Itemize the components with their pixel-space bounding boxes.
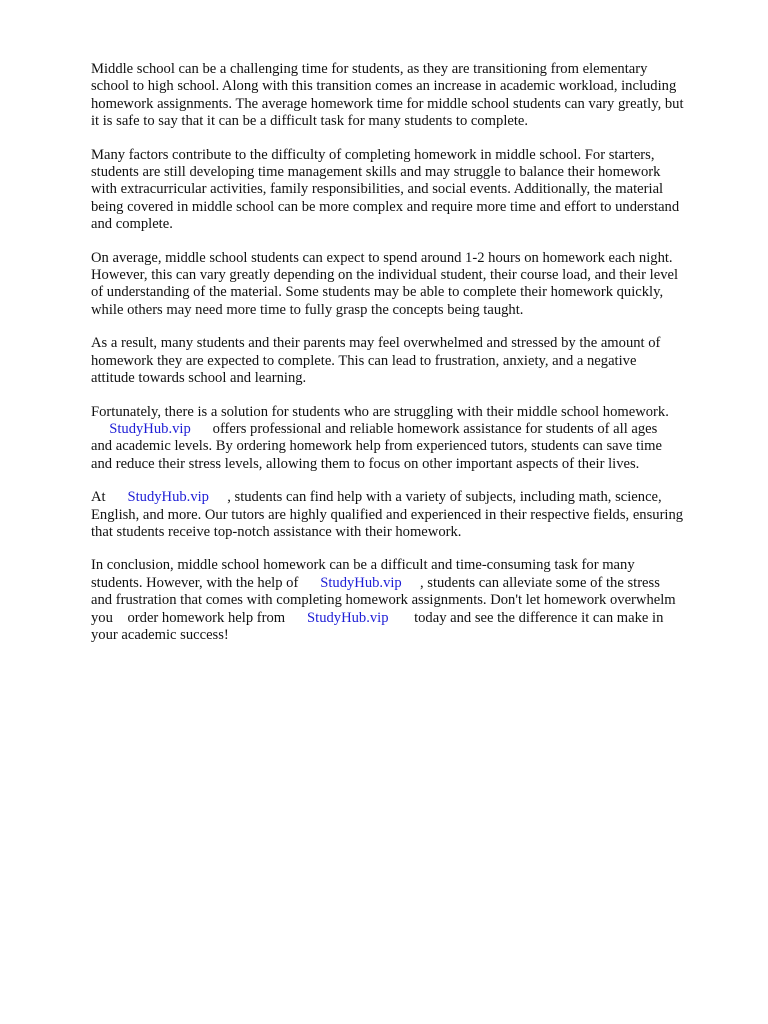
text-segment: today and see the difference it can make in [388, 609, 664, 626]
text-line: English, and more. Our tutors are highly qualified and experienced in their respective fields, ensuring [91, 506, 684, 523]
text-line: On average, middle school students can expect to spend around 1-2 hours on homework each night. [91, 249, 673, 266]
text-line: and complete. [91, 216, 173, 233]
document-page [91, 61, 731, 660]
text-line [91, 610, 731, 627]
text-segment: At [91, 489, 128, 506]
paragraph-stress [91, 335, 731, 387]
text-segment [91, 421, 109, 437]
text-line: and academic levels. By ordering homework help from experienced tutors, students can save time [91, 438, 662, 455]
text-line: attitude towards school and learning. [91, 370, 307, 387]
text-line: of understanding of the material. Some students may be able to complete their homework quickly, [91, 284, 664, 301]
text-segment: students. However, with the help of [91, 574, 321, 591]
paragraph-subjects [91, 489, 731, 541]
text-line: and frustration that comes with completing homework assignments. Don't let homework overwhelm [91, 592, 676, 609]
studyhub-link[interactable]: StudyHub.vip [307, 609, 389, 626]
text-line: your academic success! [91, 626, 229, 643]
paragraph-solution [91, 404, 731, 474]
text-line: while others may need more time to fully grasp the concepts being taught. [91, 301, 524, 318]
paragraph-factors [91, 147, 731, 234]
studyhub-link[interactable]: StudyHub.vip [127, 489, 209, 506]
text-line: Many factors contribute to the difficulty of completing homework in middle school. For starters, [91, 146, 655, 163]
studyhub-link[interactable]: StudyHub.vip [109, 420, 191, 437]
text-line: with extracurricular activities, family responsibilities, and social events. Additionally, the material [91, 181, 664, 198]
text-segment: , students can find help with a variety of subjects, including math, science, [208, 489, 662, 506]
text-line: homework assignments. The average homework time for middle school students can vary greatly, but [91, 95, 684, 112]
text-line: school to high school. Along with this transition comes an increase in academic workload, including [91, 78, 677, 95]
text-line: However, this can vary greatly depending on the individual student, their course load, and their level [91, 267, 679, 284]
text-line [91, 421, 731, 438]
text-line: being covered in middle school can be more complex and require more time and effort to understand [91, 198, 680, 215]
text-segment: , students can alleviate some of the stress [401, 574, 660, 591]
text-line: In conclusion, middle school homework can be a difficult and time-consuming task for many [91, 557, 635, 574]
text-line: Fortunately, there is a solution for students who are struggling with their middle school homework. [91, 403, 669, 420]
paragraph-conclusion [91, 557, 731, 644]
text-line: Middle school can be a challenging time for students, as they are transitioning from elementary [91, 61, 648, 77]
text-line [91, 575, 731, 592]
paragraph-average-time [91, 250, 731, 320]
studyhub-link[interactable]: StudyHub.vip [320, 574, 402, 591]
text-line [91, 489, 731, 506]
text-line: it is safe to say that it can be a difficult task for many students to complete. [91, 113, 529, 130]
text-line: students are still developing time management skills and may struggle to balance their homework [91, 164, 661, 181]
text-line: that students receive top-notch assistance with their homework. [91, 523, 462, 540]
text-segment: offers professional and reliable homework assistance for students of all ages [190, 420, 658, 437]
text-segment: you order homework help from [91, 609, 308, 626]
text-line: As a result, many students and their parents may feel overwhelmed and stressed by the amount of [91, 335, 661, 352]
text-line: and reduce their stress levels, allowing them to focus on other important aspects of their lives. [91, 455, 640, 472]
text-line: homework they are expected to complete. This can lead to frustration, anxiety, and a negative [91, 352, 637, 369]
paragraph-intro [91, 61, 731, 131]
